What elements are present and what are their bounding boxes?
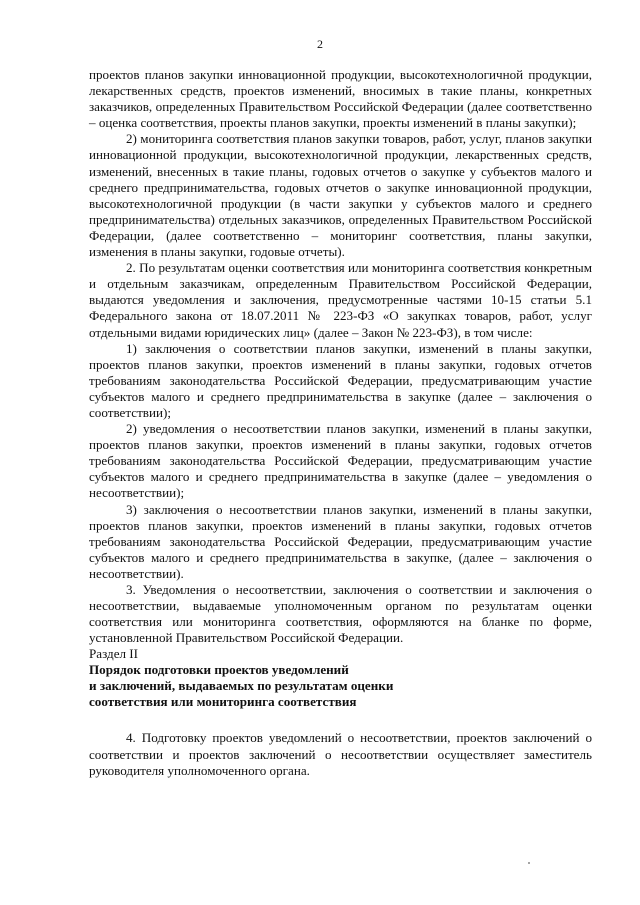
section-number: Раздел II	[89, 646, 139, 662]
paragraph-item-1-conformity-conclusions: 1) заключения о соответствии планов закупки, изменений в планы закупки, проектов планов закупки, проектов изменений в планы закупки, годовых отчетов требованиям законодательства Российской Федерации, предусматривающим участие субъектов малого и среднего предпринимательства в закупке (далее – заключения о соответствии);	[89, 340, 592, 420]
paragraph-item-3-nonconformity-conclusions: 3) заключения о несоответствии планов закупки, изменений в планы закупки, проектов планов закупки, проектов изменений в планы закупки, годовых отчетов требованиям законодательства Российской Федерации, предусматривающим участие субъектов малого и среднего предпринимательства в закупке, (далее – заключения о несоответствии).	[89, 501, 592, 581]
document-body	[89, 67, 592, 779]
section-title-line-2: и заключений, выдаваемых по результатам оценки	[89, 678, 394, 694]
paragraph-clause-2: 2. По результатам оценки соответствия или мониторинга соответствия конкретным и отдельным заказчикам, определенным Правительством Российской Федерации, выдаются уведомления и заключения, предусмотренные частями 10-15 статьи 5.1 Федерального закона от 18.07.2011 № 223-ФЗ «О закупках товаров, работ, услуг отдельными видами юридических лиц» (далее – Закон № 223-ФЗ), в том числе:	[89, 260, 592, 340]
section-title-line-1: Порядок подготовки проектов уведомлений	[89, 662, 349, 678]
paragraph-item-2-nonconformity-notices: 2) уведомления о несоответствии планов закупки, изменений в планы закупки, проектов планов закупки, проектов изменений в планы закупки, годовых отчетов требованиям законодательства Российской Федерации, предусматривающим участие субъектов малого и среднего предпринимательства в закупке (далее – уведомления о несоответствии);	[89, 421, 592, 501]
paragraph-continuation: проектов планов закупки инновационной продукции, высокотехнологичной продукции, лекарственных средств, проектов изменений, вносимых в такие планы, конкретных заказчиков, определенных Правительством Российской Федерации (далее соответственно – оценка соответствия, проекты планов закупки, проекты изменений в планы закупки);	[89, 67, 592, 131]
page-number: 2	[317, 37, 323, 51]
scan-speck	[528, 862, 530, 864]
paragraph-clause-4: 4. Подготовку проектов уведомлений о несоответствии, проектов заключений о соответствии и проектов заключений о несоответствии осуществляет заместитель руководителя уполномоченного органа.	[89, 730, 592, 778]
paragraph-clause-3: 3. Уведомления о несоответствии, заключения о соответствии и заключения о несоответствии, выдаваемые уполномоченным органом по результатам оценки соответствия или мониторинга соответствия, оформляются на бланке по форме, установленной Правительством Российской Федерации.	[89, 582, 592, 646]
section-spacer	[89, 710, 592, 730]
paragraph-item-2-monitoring: 2) мониторинга соответствия планов закупки товаров, работ, услуг, планов закупки инновационной продукции, высокотехнологичной продукции, лекарственных средств, изменений, внесенных в такие планы, годовых отчетов о закупке у субъектов малого и среднего предпринимательства, годовых отчетов о закупке инновационной продукции, высокотехнологичной продукции (в части закупки у субъектов малого и среднего предпринимательства) отдельных заказчиков, определенных Правительством Российской Федерации, (далее соответственно – мониторинг соответствия, планы закупки, изменения в планы закупки, годовые отчеты).	[89, 131, 592, 260]
section-title-line-3: соответствия или мониторинга соответствия	[89, 694, 357, 710]
